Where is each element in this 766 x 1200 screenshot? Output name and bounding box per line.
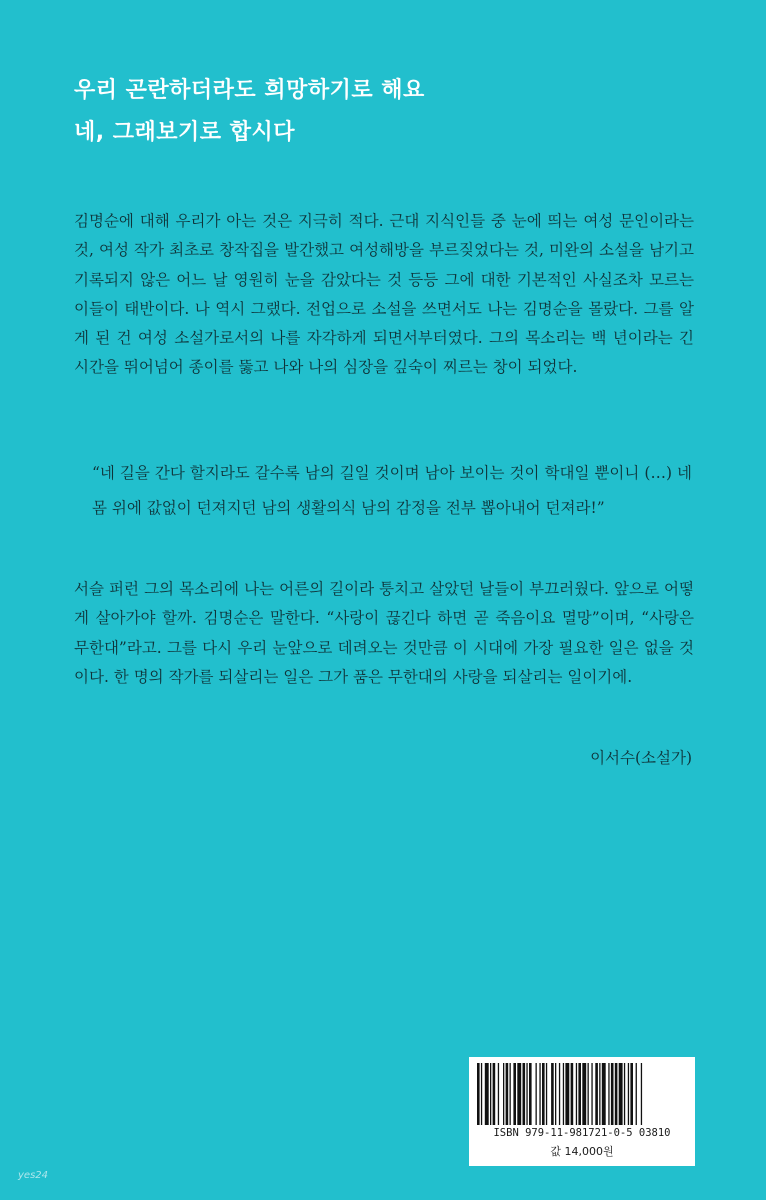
headline-line-1: 우리 곤란하더라도 희망하기로 해요 — [74, 78, 425, 103]
quote-block: “네 길을 간다 할지라도 갈수록 남의 길일 것이며 남아 보이는 것이 학대일 뿐이니 (…) 네 몸 위에 값없이 던져지던 남의 생활의식 남의 감정을 전부 뽑아내어 던져라!” — [92, 464, 692, 517]
watermark: yes24 — [18, 1170, 49, 1181]
barcode-label — [469, 1057, 695, 1166]
barcode-icon — [477, 1063, 687, 1125]
price: 값 14,000원 — [550, 1145, 614, 1158]
headline — [74, 70, 694, 154]
body-paragraph-1: 김명순에 대해 우리가 아는 것은 지극히 적다. 근대 지식인들 중 눈에 띄는 여성 문인이라는 것, 여성 작가 최초로 창작집을 발간했고 여성해방을 부르짖었다는 것, 미완의 소설을 남기고 기록되지 않은 어느 날 영원히 눈을 감았다는 것 등등 그에 대한 기본적인 사실조차 모르는 이들이 태반이다. 나 역시 그랬다. 전업으로 소설을 쓰면서도 나는 김명순을 몰랐다. 그를 알게 된 건 여성 소설가로서의 나를 자각하게 되면서부터였다. 그의 목소리는 백 년이라는 긴 시간을 뛰어넘어 종이를 뚫고 나와 나의 심장을 깊숙이 찌르는 창이 되었다. — [74, 212, 694, 377]
headline-line-2: 네, 그래보기로 합시다 — [74, 120, 295, 145]
attribution: 이서수(소설가) — [590, 749, 692, 767]
body-paragraph-2: 서슬 퍼런 그의 목소리에 나는 어른의 길이라 퉁치고 살았던 날들이 부끄러웠다. 앞으로 어떻게 살아가야 할까. 김명순은 말한다. “사랑이 끊긴다 하면 곧 죽음이요 멸망”이며, “사랑은 무한대”라고. 그를 다시 우리 눈앞으로 데려오는 것만큼 이 시대에 가장 필요한 일은 없을 것이다. 한 명의 작가를 되살리는 일은 그가 품은 무한대의 사랑을 되살리는 일이기에. — [74, 580, 694, 686]
isbn-number: ISBN 979-11-981721-0-5 03810 — [493, 1127, 671, 1139]
